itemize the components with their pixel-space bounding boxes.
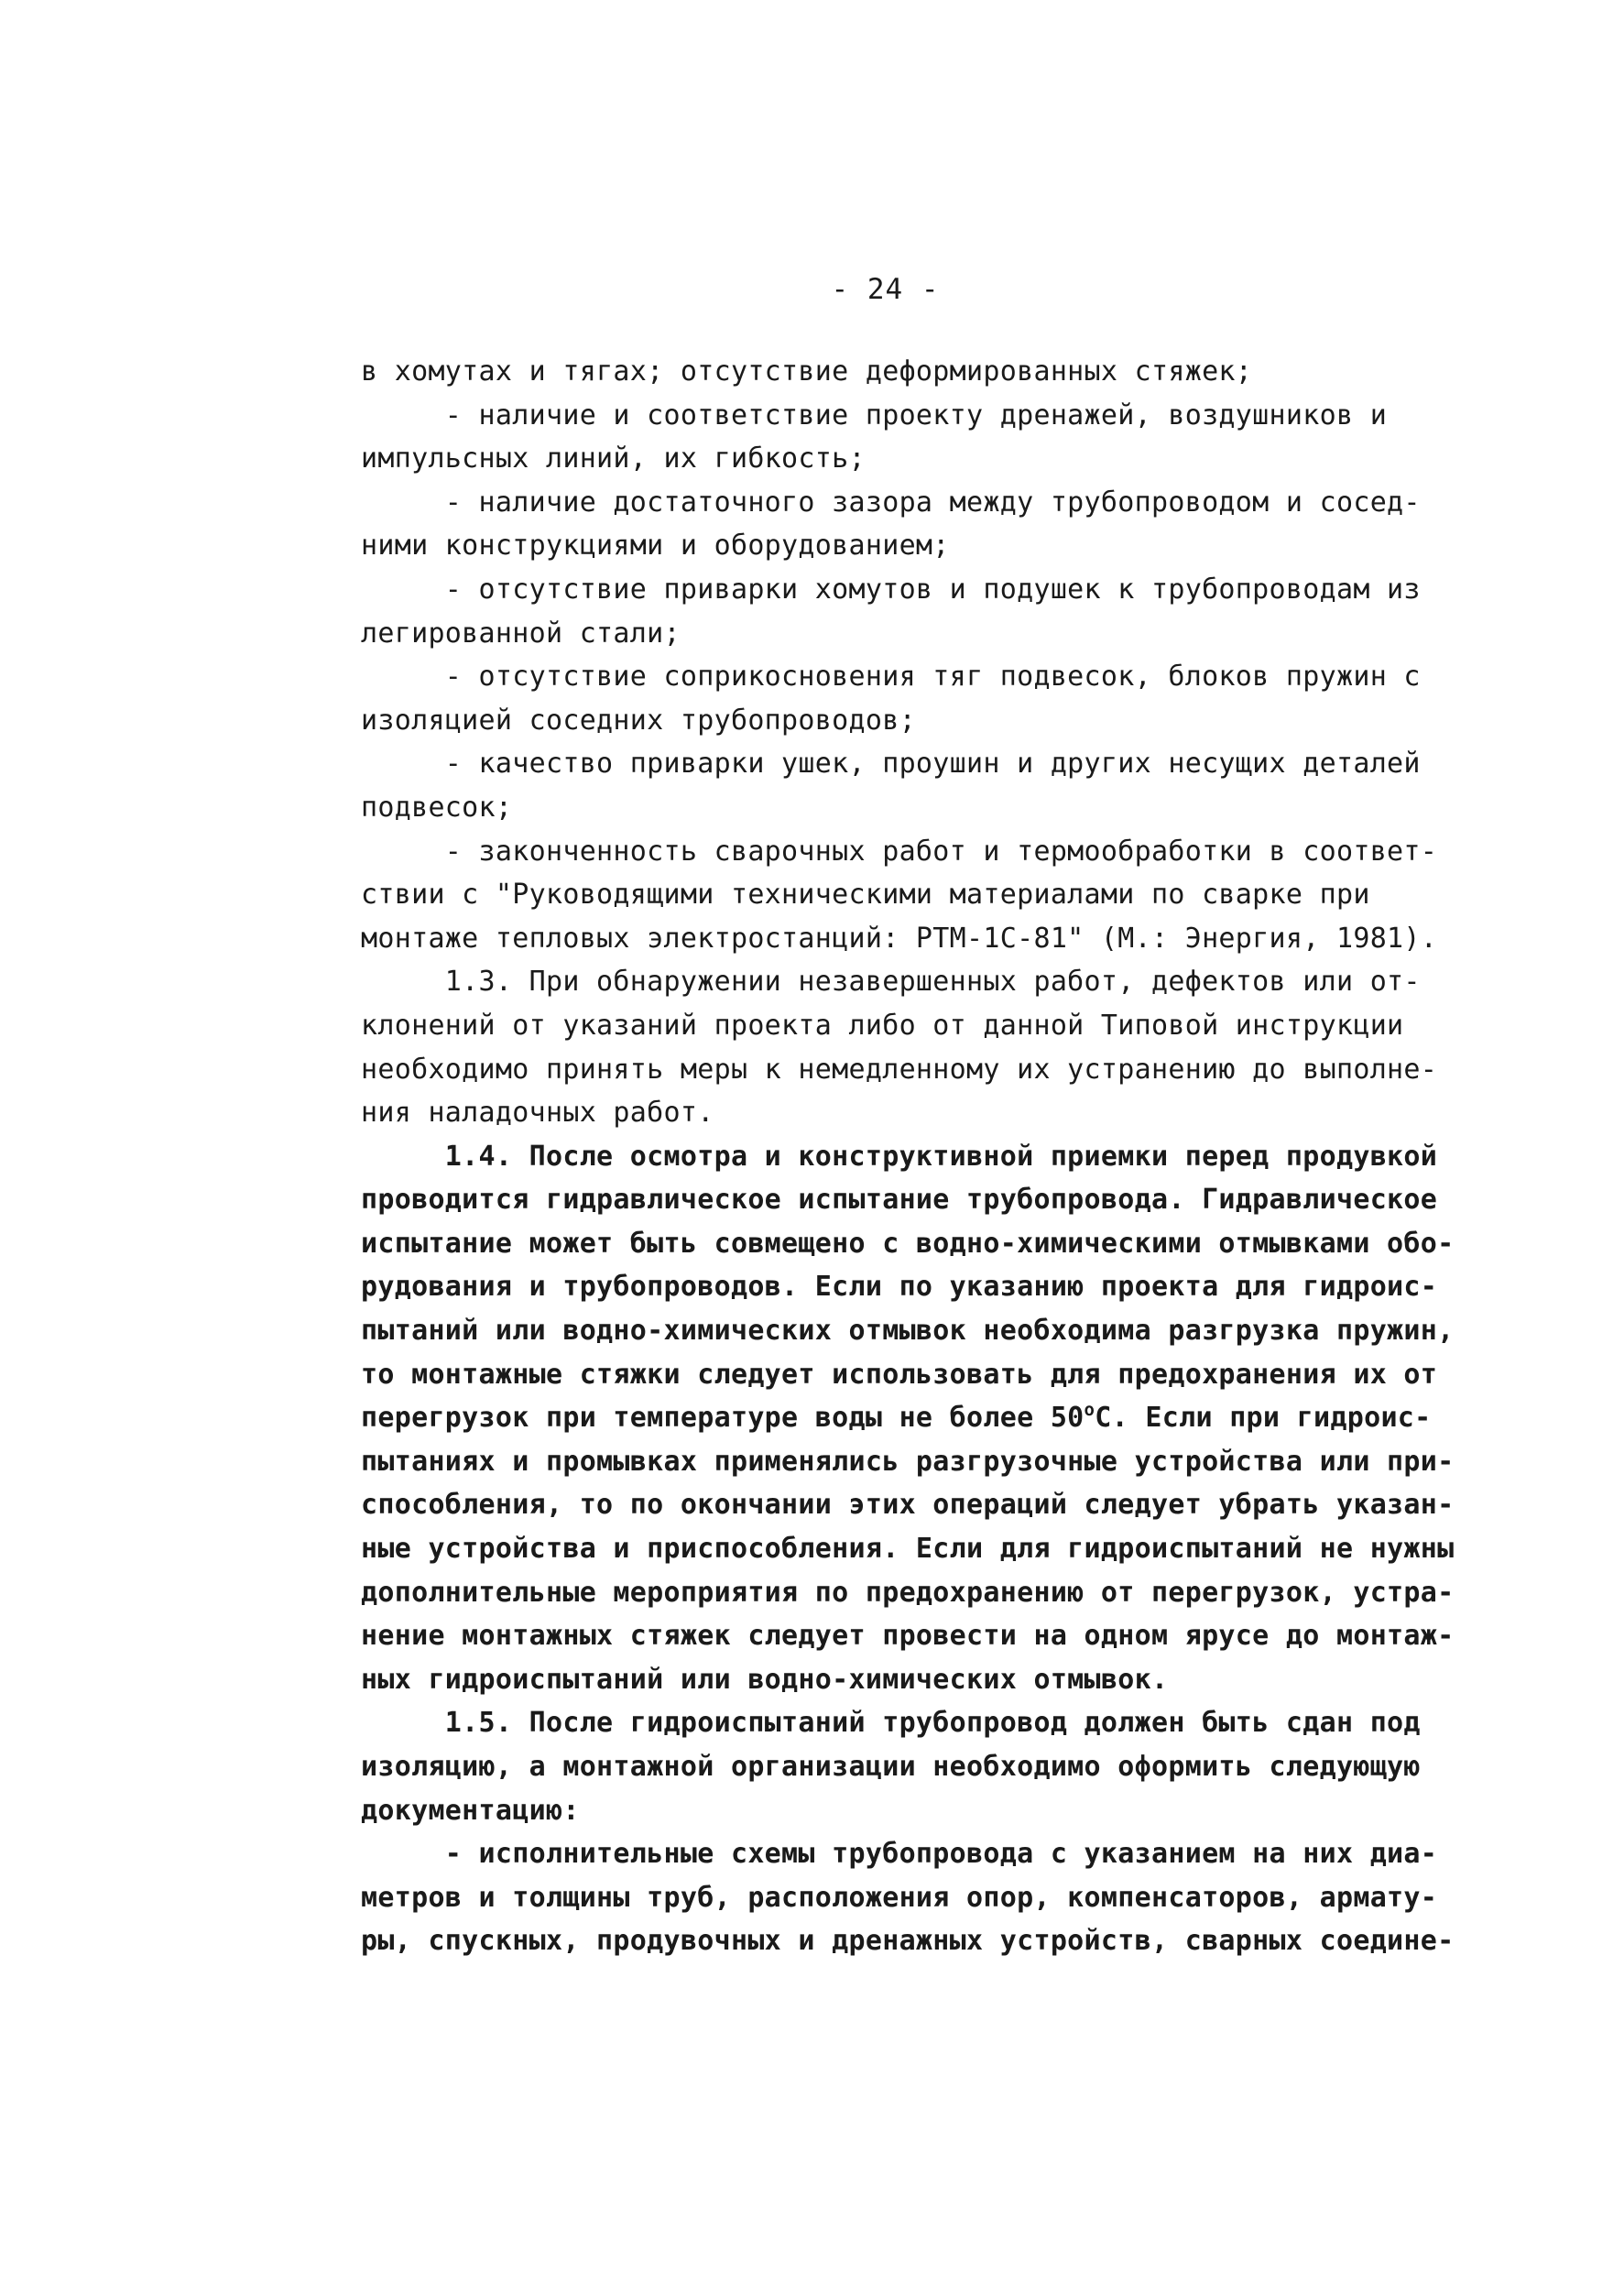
text-line-content: - законченность сварочных работ и термообработки в соответ- [361, 835, 1438, 868]
text-line [361, 699, 1524, 743]
text-line-content: ствии с "Руководящими техническими материалами по сварке при [361, 879, 1370, 912]
text-line [361, 1789, 1524, 1833]
text-line [361, 1527, 1524, 1571]
text-line [361, 917, 1524, 961]
text-line-content: - исполнительные схемы трубопровода с указанием на них диа- [361, 1838, 1438, 1871]
text-line-content: легированной стали; [361, 617, 681, 650]
text-line-content: рудования и трубопроводов. Если по указанию проекта для гидроис- [361, 1271, 1438, 1304]
text-line [361, 1701, 1524, 1745]
text-line-content: - качество приварки ушек, проушин и других несущих деталей [361, 748, 1421, 781]
text-line-content: перегрузок при температуре воды не более 50 [361, 1402, 1084, 1435]
text-line [361, 1091, 1524, 1135]
document-body [361, 350, 1524, 1963]
text-line-content: 1.3. При обнаружении незавершенных работ, дефектов или от- [361, 966, 1421, 999]
text-line-content: ные устройства и приспособления. Если для гидроиспытаний не нужны [361, 1533, 1455, 1566]
text-line [361, 1353, 1524, 1397]
text-line-content: подвесок; [361, 791, 513, 824]
text-line-content: - отсутствие соприкосновения тяг подвесок, блоков пружин с [361, 661, 1421, 694]
text-line [361, 1745, 1524, 1789]
text-line-content: ных гидроиспытаний или водно-химических отмывок. [361, 1663, 1169, 1696]
page-number: - 24 - [831, 273, 940, 306]
text-line-content: 1.4. После осмотра и конструктивной приемки перед продувкой [361, 1140, 1438, 1173]
text-line-content: пытаниях и промывках применялись разгрузочные устройства или при- [361, 1445, 1455, 1478]
text-line-content: испытание может быть совмещено с водно-химическими отмывками обо- [361, 1227, 1455, 1260]
text-line [361, 960, 1524, 1004]
text-line [361, 350, 1524, 394]
text-line-content: необходимо принять меры к немедленному их устранению до выполне- [361, 1053, 1438, 1086]
text-line [361, 568, 1524, 612]
text-line-content: способления, то по окончании этих операций следует убрать указан- [361, 1489, 1455, 1522]
text-line [361, 1222, 1524, 1266]
text-line-content: 1.5. После гидроиспытаний трубопровод должен быть сдан под [361, 1707, 1421, 1740]
text-line [361, 1135, 1524, 1179]
text-line-content: изоляцией соседних трубопроводов; [361, 704, 916, 737]
text-line-content: ры, спускных, продувочных и дренажных устройств, сварных соедине- [361, 1925, 1455, 1958]
text-line [361, 1919, 1524, 1963]
text-line [361, 437, 1524, 481]
text-line [361, 481, 1524, 525]
text-line [361, 830, 1524, 874]
text-line-content: ния наладочных работ. [361, 1097, 714, 1130]
text-line-content: документацию: [361, 1794, 580, 1827]
text-line-content: клонений от указаний проекта либо от данной Типовой инструкции [361, 1009, 1404, 1042]
text-line [361, 1048, 1524, 1092]
text-line-content: - наличие достаточного зазора между трубопроводом и сосед- [361, 486, 1421, 519]
text-line [361, 655, 1524, 699]
text-line-content: ними конструкциями и оборудованием; [361, 530, 950, 563]
text-line-content: импульсных линий, их гибкость; [361, 442, 866, 475]
text-line [361, 524, 1524, 568]
text-line [361, 612, 1524, 656]
text-line-content: проводится гидравлическое испытание трубопровода. Гидравлическое [361, 1184, 1438, 1217]
text-line [361, 786, 1524, 830]
text-line [361, 1832, 1524, 1876]
text-line [361, 1614, 1524, 1658]
text-line [361, 1658, 1524, 1702]
text-line-content: - отсутствие приварки хомутов и подушек к трубопроводам из [361, 573, 1421, 606]
text-line-content: нение монтажных стяжек следует провести на одном ярусе до монтаж- [361, 1620, 1455, 1653]
text-line-continuation: С. Если при гидроис- [1095, 1402, 1432, 1435]
text-line [361, 394, 1524, 438]
text-line-content: дополнительные мероприятия по предохранению от перегрузок, устра- [361, 1576, 1455, 1609]
text-line [361, 1571, 1524, 1615]
superscript-degree: о [1084, 1400, 1095, 1421]
text-line-content: метров и толщины труб, расположения опор, компенсаторов, армату- [361, 1881, 1438, 1914]
text-line-content: изоляцию, а монтажной организации необходимо оформить следующую [361, 1751, 1421, 1783]
text-line-content: пытаний или водно-химических отмывок необходима разгрузка пружин, [361, 1315, 1455, 1348]
text-line [361, 742, 1524, 786]
text-line-content: то монтажные стяжки следует использовать для предохранения их от [361, 1358, 1438, 1391]
text-line [361, 1483, 1524, 1527]
text-line [361, 1396, 1524, 1440]
text-line [361, 1876, 1524, 1920]
text-line-content: монтаже тепловых электростанций: РТМ-1С-81" (М.: Энергия, 1981). [361, 922, 1438, 955]
text-line [361, 1309, 1524, 1353]
text-line [361, 1265, 1524, 1309]
text-line [361, 1004, 1524, 1048]
text-line-content: - наличие и соответствие проекту дренажей, воздушников и [361, 399, 1388, 431]
text-line [361, 1440, 1524, 1484]
text-line-content: в хомутах и тягах; отсутствие деформированных стяжек; [361, 355, 1253, 388]
text-line [361, 1178, 1524, 1222]
text-line [361, 873, 1524, 917]
